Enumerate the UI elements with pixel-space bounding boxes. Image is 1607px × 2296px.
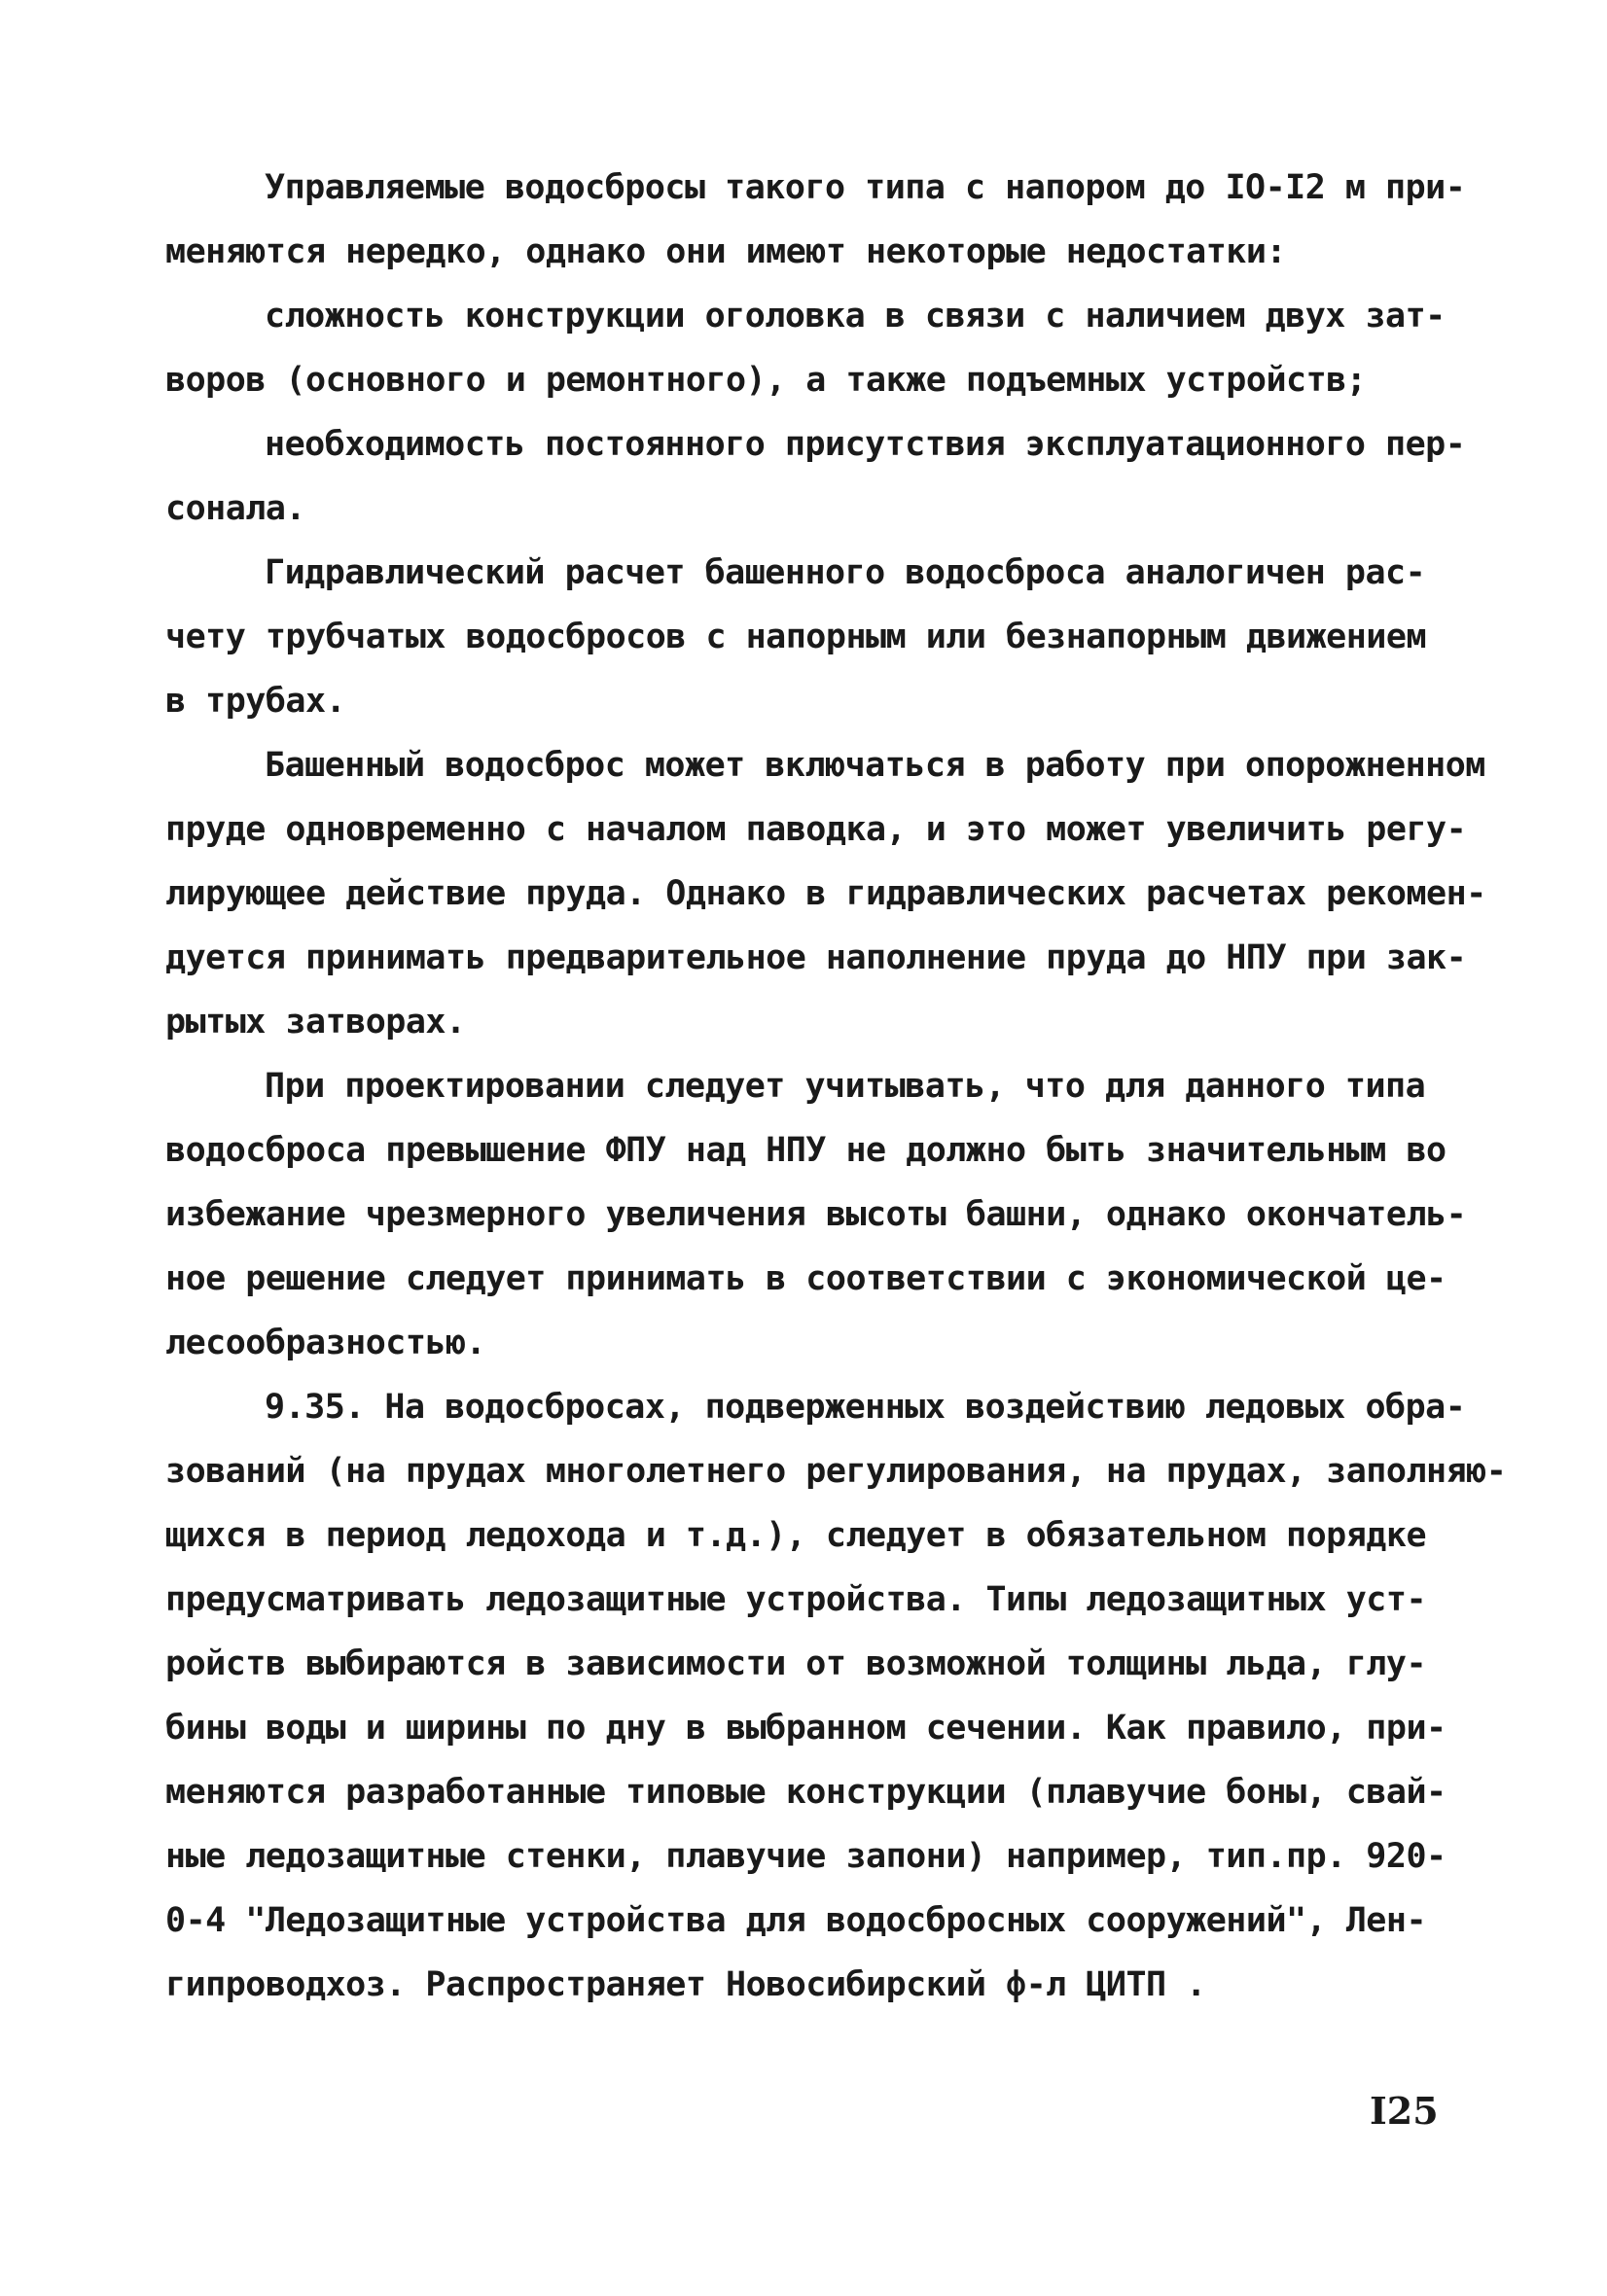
- text-line: чету трубчатых водосбросов с напорным или безнапорным движением: [165, 618, 1427, 656]
- text-line: лирующее действие пруда. Однако в гидравлических расчетах рекомен-: [165, 874, 1486, 913]
- text-line: Гидравлический расчет башенного водосброса аналогичен рас-: [265, 553, 1426, 592]
- text-line: дуется принимать предварительное наполнение пруда до НПУ при зак-: [165, 938, 1467, 977]
- text-line: 9.35. На водосбросах, подверженных воздействию ледовых обра-: [265, 1388, 1466, 1427]
- text-line: сонала.: [165, 489, 306, 528]
- text-line: ройств выбираются в зависимости от возможной толщины льда, глу-: [165, 1644, 1427, 1683]
- text-line: рытых затворах.: [165, 1003, 466, 1042]
- text-line: 0-4 "Ледозащитные устройства для водосбросных сооружений", Лен-: [165, 1901, 1427, 1940]
- text-line: в трубах.: [165, 682, 346, 721]
- text-line: необходимость постоянного присутствия эксплуатационного пер-: [265, 425, 1466, 464]
- body-text: [165, 156, 1507, 2017]
- text-line: пруде одновременно с началом паводка, и это может увеличить регу-: [165, 810, 1467, 849]
- text-line: При проектировании следует учитывать, что для данного типа: [265, 1067, 1426, 1106]
- text-line: сложность конструкции оголовка в связи с наличием двух зат-: [265, 297, 1446, 336]
- text-line: предусматривать ледозащитные устройства. Типы ледозащитных уст-: [165, 1580, 1427, 1619]
- text-line: гипроводхоз. Распространяет Новосибирский ф-л ЦИТП .: [165, 1965, 1206, 2004]
- text-line: бины воды и ширины по дну в выбранном сечении. Как правило, при-: [165, 1709, 1446, 1748]
- page-number: I25: [1370, 2089, 1439, 2133]
- text-line: Управляемые водосбросы такого типа с напором до IO-I2 м при-: [265, 168, 1466, 207]
- text-line: щихся в период ледохода и т.д.), следует в обязательном порядке: [165, 1516, 1427, 1555]
- text-line: ное решение следует принимать в соответствии с экономической це-: [165, 1259, 1446, 1298]
- text-line: ные ледозащитные стенки, плавучие запони) например, тип.пр. 920-: [165, 1837, 1446, 1876]
- text-line: лесообразностью.: [165, 1324, 486, 1362]
- text-line: зований (на прудах многолетнего регулирования, на прудах, заполняю-: [165, 1452, 1507, 1491]
- text-line: меняются разработанные типовые конструкции (плавучие боны, свай-: [165, 1773, 1446, 1812]
- text-line: меняются нередко, однако они имеют некоторые недостатки:: [165, 232, 1287, 271]
- text-line: водосброса превышение ФПУ над НПУ не должно быть значительным во: [165, 1131, 1446, 1170]
- text-line: избежание чрезмерного увеличения высоты башни, однако окончатель-: [165, 1195, 1467, 1234]
- text-line: Башенный водосброс может включаться в работу при опорожненном: [265, 746, 1485, 785]
- text-line: воров (основного и ремонтного), а также подъемных устройств;: [165, 361, 1367, 400]
